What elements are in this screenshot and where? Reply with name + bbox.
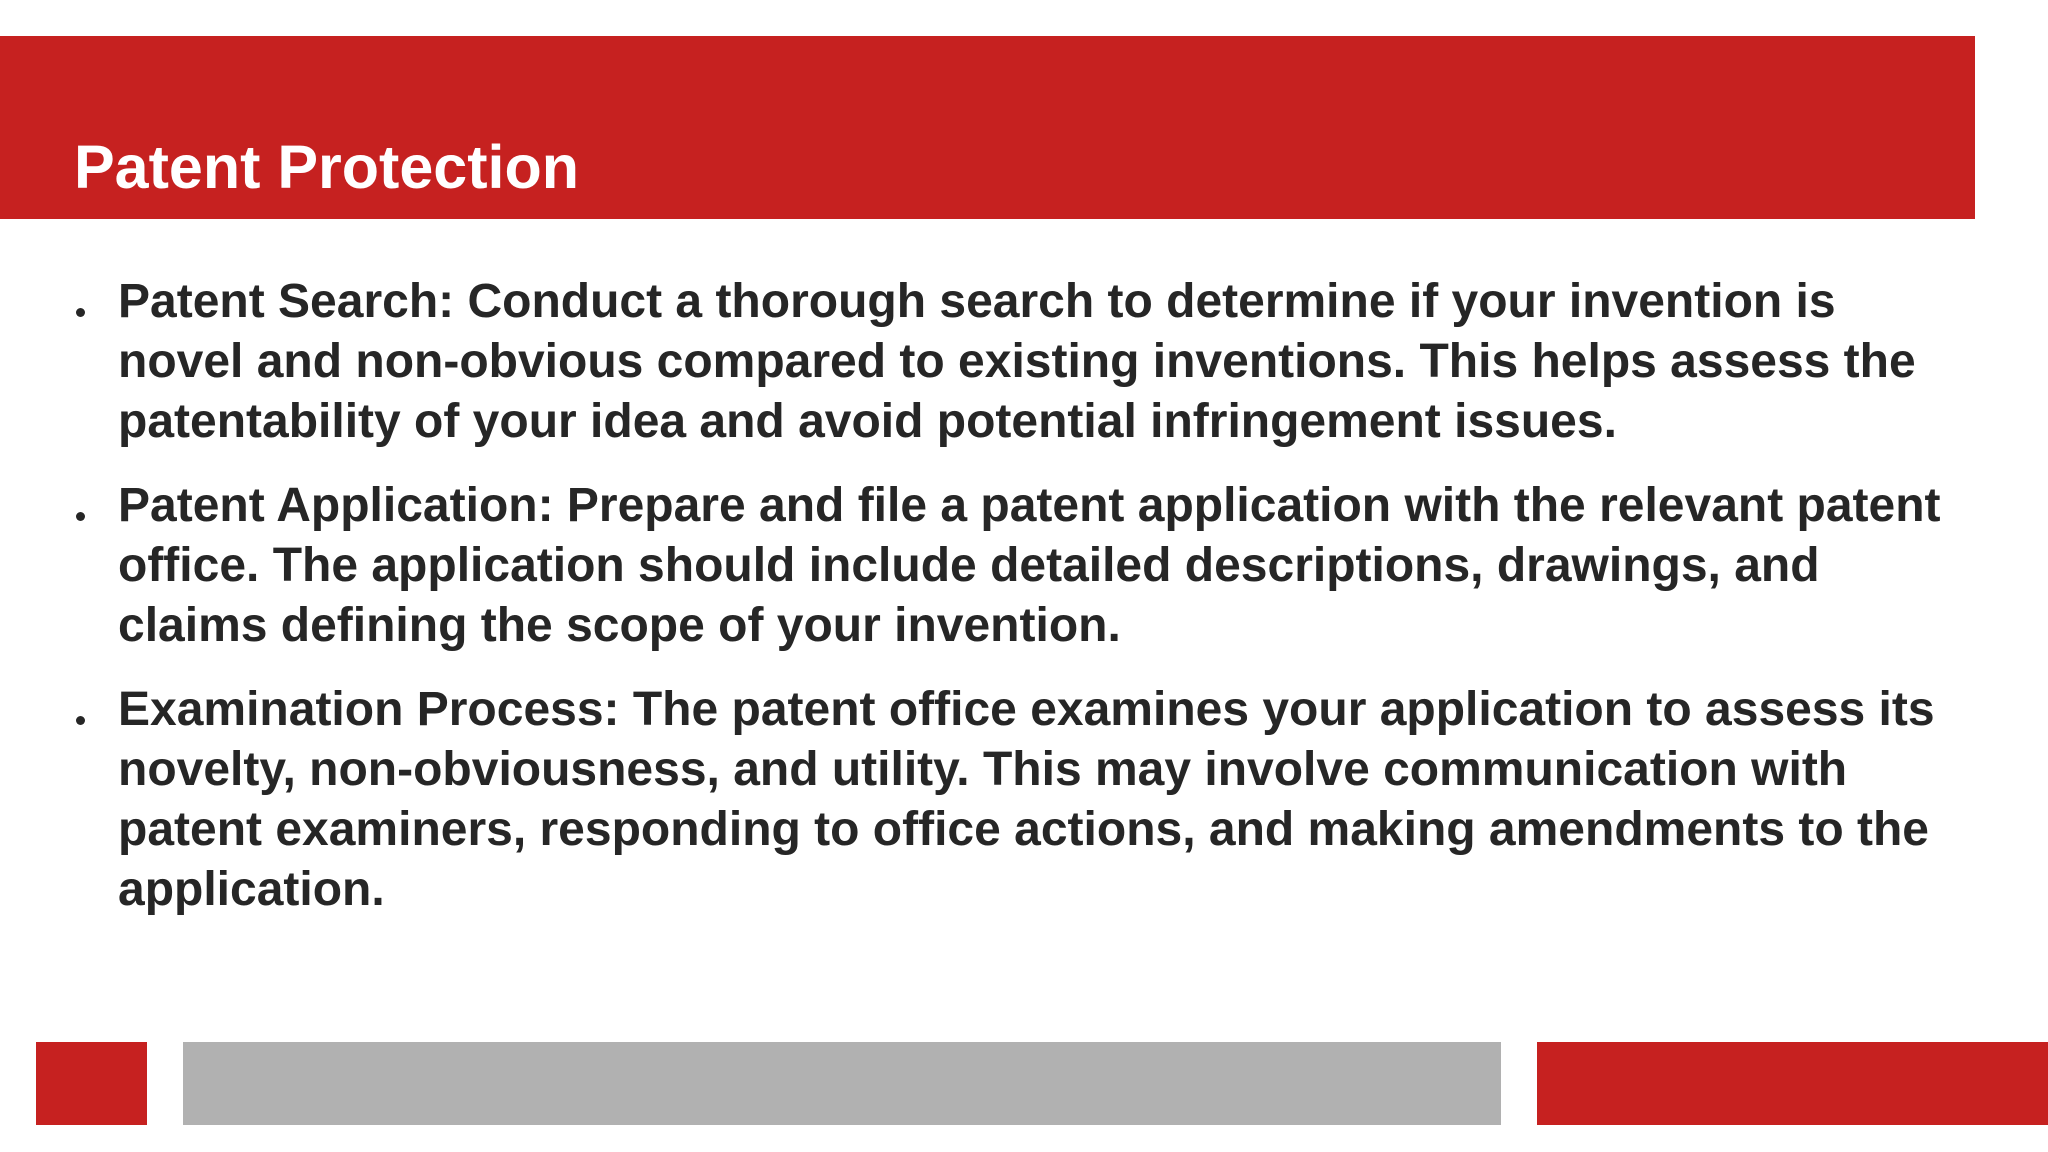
bullet-dot-icon bbox=[76, 512, 85, 521]
bullet-text: Patent Search: Conduct a thorough search to determine if your invention is novel and non-obvious compared to existing inventions. This helps assess the patentability of your idea and avoid potential infringement issues. bbox=[118, 275, 1916, 448]
bullet-text: Patent Application: Prepare and file a patent application with the relevant patent office. The application should include detailed descriptions, drawings, and claims defining the scope of your invention. bbox=[118, 479, 1941, 652]
bullet-item-examination-process bbox=[74, 680, 1964, 920]
bullet-item-patent-application bbox=[74, 476, 1964, 656]
bullet-dot-icon bbox=[76, 308, 85, 317]
bullet-dot-icon bbox=[76, 716, 85, 725]
bullet-item-patent-search bbox=[74, 272, 1964, 452]
bullet-list bbox=[74, 272, 1964, 944]
footer-red-block-right bbox=[1537, 1042, 2048, 1125]
slide-title: Patent Protection bbox=[74, 133, 580, 201]
bullet-text: Examination Process: The patent office examines your application to assess its novelty, non-obviousness, and utility. This may involve communication with patent examiners, responding to office actions, and making amendments to the application. bbox=[118, 683, 1935, 916]
footer-red-block-left bbox=[36, 1042, 147, 1125]
footer-gray-bar bbox=[183, 1042, 1501, 1125]
